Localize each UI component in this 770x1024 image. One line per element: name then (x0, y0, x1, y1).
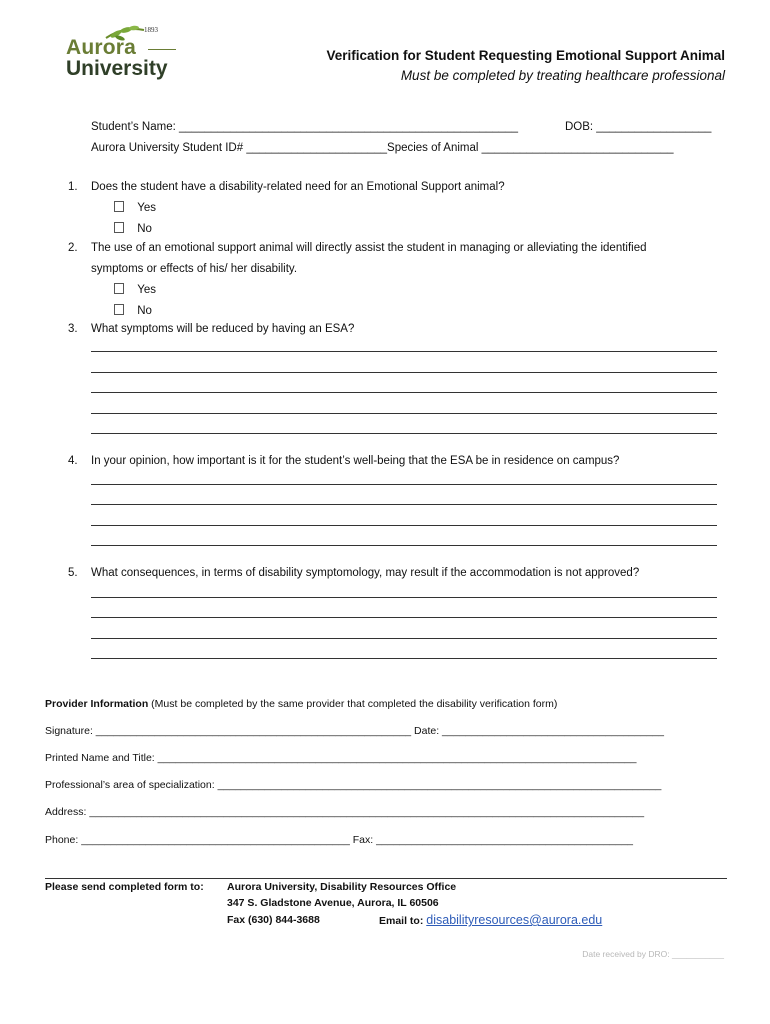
answer-line[interactable] (91, 597, 717, 598)
question-number: 2. (68, 242, 78, 254)
q2-no-option[interactable] (114, 304, 152, 317)
question-3-text: What symptoms will be reduced by having an ESA? (91, 323, 355, 335)
question-4-text: In your opinion, how important is it for the student’s well-being that the ESA be in residence on campus? (91, 455, 620, 467)
answer-line[interactable] (91, 413, 717, 414)
answer-line[interactable] (91, 484, 717, 485)
office-name: Aurora University, Disability Resources Office (227, 881, 457, 893)
answer-line[interactable] (91, 351, 717, 352)
form-subtitle: Must be completed by treating healthcare professional (400, 68, 725, 83)
phone-fax-field[interactable]: Phone: ______________________________________________ Fax: ____________________________________________ (45, 834, 634, 846)
checkbox-icon[interactable] (114, 222, 124, 233)
question-number: 1. (68, 181, 78, 193)
footer-divider (45, 878, 727, 879)
student-name-field[interactable]: Student’s Name: _____________________________________________________ (91, 121, 518, 133)
question-2-text-cont: symptoms or effects of his/ her disability. (91, 263, 298, 275)
option-label: No (137, 223, 152, 235)
dro-received-date: Date received by DRO: ___________ (582, 949, 724, 959)
question-number: 5. (68, 567, 78, 579)
logo-rule (148, 49, 176, 50)
answer-line[interactable] (91, 545, 717, 546)
email-link[interactable]: disabilityresources@aurora.edu (426, 913, 603, 927)
provider-heading-note: (Must be completed by the same provider that completed the disability verification form) (148, 698, 558, 710)
signature-date-field[interactable]: Signature: ______________________________________________________ Date: ______________________________________ (45, 725, 664, 737)
q1-no-option[interactable] (114, 222, 152, 235)
provider-heading (45, 698, 557, 710)
answer-line[interactable] (91, 617, 717, 618)
question-number: 3. (68, 323, 78, 335)
address-field[interactable]: Address: _______________________________________________________________________________________________ (45, 806, 645, 818)
printed-name-field[interactable]: Printed Name and Title: __________________________________________________________________________________ (45, 752, 637, 764)
office-fax: Fax (630) 844-3688 (227, 914, 320, 926)
student-id-species-field[interactable]: Aurora University Student ID# ______________________Species of Animal ______________________________ (91, 142, 674, 154)
send-label: Please send completed form to: (45, 881, 204, 893)
answer-line[interactable] (91, 433, 717, 434)
logo-word-university: University (66, 57, 168, 80)
specialization-field[interactable]: Professional’s area of specialization: ____________________________________________________________________________ (45, 779, 662, 791)
question-2-text: The use of an emotional support animal will directly assist the student in managing or alleviating the identified (91, 242, 647, 254)
provider-heading-label: Provider Information (45, 698, 149, 710)
logo-word-aurora: Aurora (66, 36, 137, 59)
question-5-text: What consequences, in terms of disability symptomology, may result if the accommodation is not approved? (91, 567, 640, 579)
answer-line[interactable] (91, 392, 717, 393)
answer-line[interactable] (91, 658, 717, 659)
logo-year: 1893 (144, 26, 158, 34)
question-number: 4. (68, 455, 78, 467)
answer-line[interactable] (91, 372, 717, 373)
form-title: Verification for Student Requesting Emotional Support Animal (326, 48, 725, 63)
answer-line[interactable] (91, 638, 717, 639)
checkbox-icon[interactable] (114, 201, 124, 212)
question-1-text: Does the student have a disability-related need for an Emotional Support animal? (91, 181, 505, 193)
dob-field[interactable]: DOB: __________________ (565, 121, 712, 133)
q1-yes-option[interactable] (114, 201, 156, 214)
email-label: Email to: (379, 915, 427, 927)
option-label: Yes (137, 284, 156, 296)
checkbox-icon[interactable] (114, 283, 124, 294)
office-street: 347 S. Gladstone Avenue, Aurora, IL 60506 (227, 897, 439, 909)
aurora-university-logo (64, 24, 184, 84)
option-label: Yes (137, 202, 156, 214)
option-label: No (137, 305, 152, 317)
email-row (379, 913, 602, 927)
answer-line[interactable] (91, 525, 717, 526)
q2-yes-option[interactable] (114, 283, 156, 296)
checkbox-icon[interactable] (114, 304, 124, 315)
answer-line[interactable] (91, 504, 717, 505)
